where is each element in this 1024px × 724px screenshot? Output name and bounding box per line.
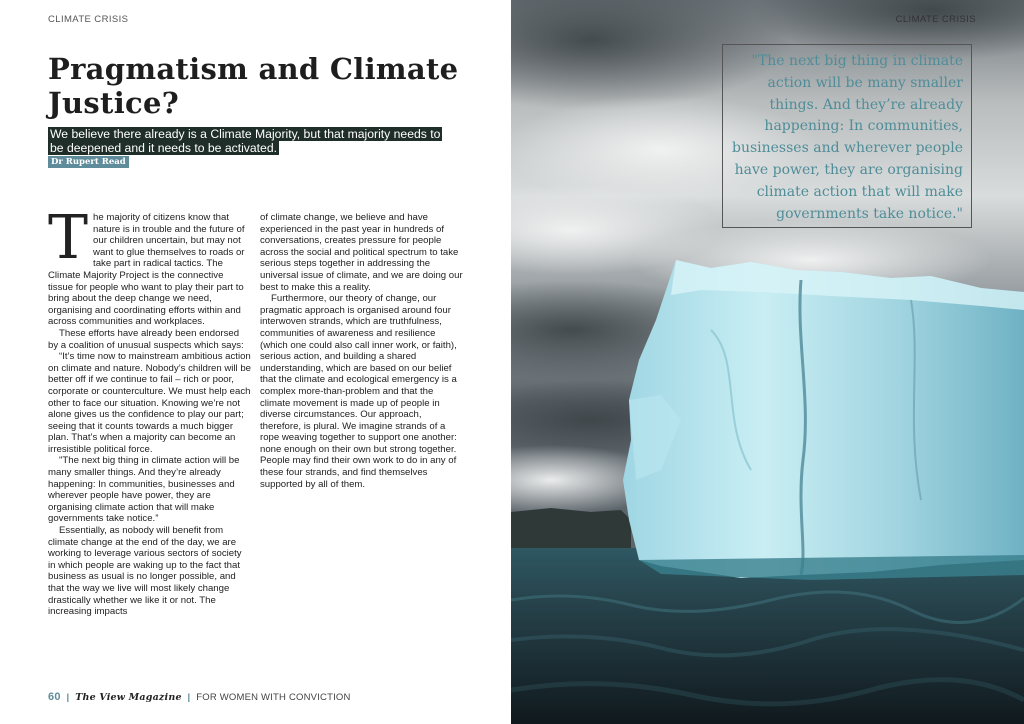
standfirst — [48, 128, 443, 155]
body-paragraph: “It’s time now to mainstream ambitious action on climate and nature. Nobody’s children will be better off if we continue to fail – rich or poor, corporate or counterculture. We must help each other to face our situation. Knowing we’re not alone gives us the confidence to play our part; seeing that it counts towards a much bigger plan. That’s when a majority can become an irresistible political force. — [48, 351, 252, 455]
page-footer — [48, 691, 351, 703]
pull-quote: "The next big thing in climate action will be many smaller things. And they’re already happening: In communities, businesses and wherever people have power, they are organising climate action that will make governments take notice." — [722, 44, 972, 228]
footer-separator: | — [66, 692, 70, 703]
standfirst-text: We believe there already is a Climate Majority, but that majority needs to be deepened and it needs to be activated. — [50, 127, 441, 155]
right-page — [511, 0, 1024, 724]
footer-separator: | — [187, 692, 191, 703]
body-paragraph: The majority of citizens know that nature is in trouble and the future of our children uncertain, but may not want to glue themselves to roads or take part in radical tactics. The Climate Majority Project is the connective tissue for people who want to play their part to bring about the deep change we need, organising and coordinating efforts within and across communities and workplaces. — [48, 203, 245, 328]
article-title: Pragmatism and Climate Justice? — [48, 52, 459, 120]
body-paragraph: of climate change, we believe and have experienced in the past year in hundreds of conversations, creates pressure for people across the social and political spectrum to take serious steps together in addressing the universal issue of climate, and we are doing our best to make this a reality. — [260, 212, 463, 293]
page-number: 60 — [48, 691, 61, 703]
body-column-1 — [48, 203, 252, 618]
body-paragraph: Furthermore, our theory of change, our pragmatic approach is organised around four interwoven strands, which are truthfulness, communities of awareness and resilience (which one could also call inner work, or faith), serious action, and building a shared understanding, which are based on our belief that the climate and ecological emergency is a complex more-than-problem and that the climate movement is made up of people in diverse circumstances. Our approach, therefore, is plural. We imagine strands of a rope weaving together to support one another: none enough on their own but strong together. People may find their own work to do in any of these four strands, and find themselves supported by all of them. — [260, 293, 457, 490]
section-label: CLIMATE CRISIS — [48, 14, 129, 25]
body-column-2 — [260, 212, 463, 490]
left-page — [0, 0, 511, 724]
byline: Dr Rupert Read — [48, 156, 129, 168]
magazine-name: The View Magazine — [75, 692, 182, 703]
body-paragraph: These efforts have already been endorsed by a coalition of unusual suspects which says: — [48, 327, 244, 351]
magazine-tagline: FOR WOMEN WITH CONVICTION — [196, 692, 351, 703]
body-paragraph: "The next big thing in climate action will be many smaller things. And they’re already happening: In communities, businesses and wherever people have power, they are organising climate action that will make governments take notice.” — [48, 455, 240, 525]
drop-cap: T — [48, 203, 89, 273]
section-label: CLIMATE CRISIS — [895, 14, 976, 25]
body-paragraph: Essentially, as nobody will benefit from climate change at the end of the day, we are working to leverage various sectors of society in which people are waking up to the fact that business as usual is no longer possible, and that the way we live will most likely change drastically whether we like it or not. The increasing impacts — [48, 525, 242, 618]
